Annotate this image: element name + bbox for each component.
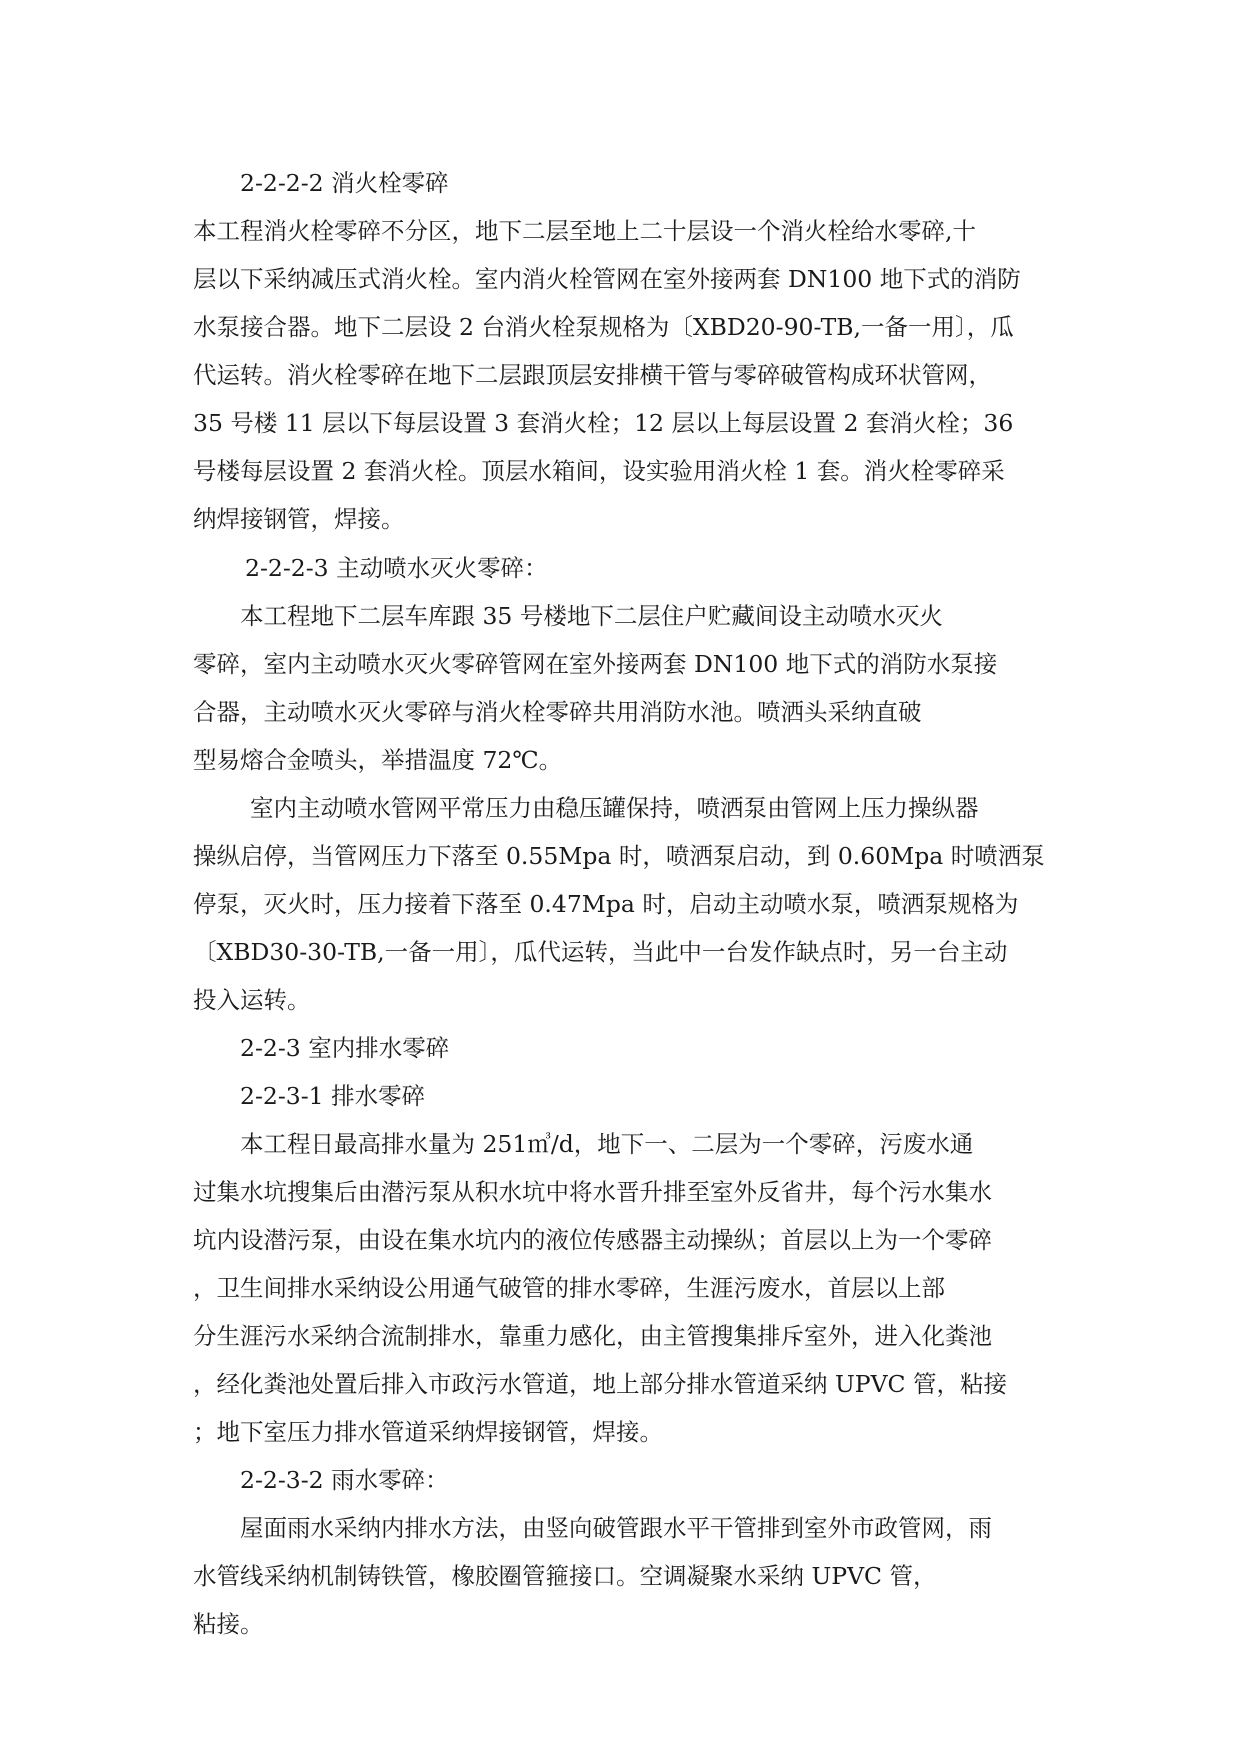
paragraph-line: 操纵启停，当管网压力下落至 0.55Mpa 时，喷洒泵启动，到 0.60Mpa 时喷洒泵 [193,842,1045,870]
paragraph-line: ，卫生间排水采纳设公用通气破管的排水零碎，生涯污废水，首层以上部 [193,1274,945,1302]
paragraph-line: 分生涯污水采纳合流制排水，靠重力感化，由主管搜集排斥室外，进入化粪池 [193,1322,992,1350]
paragraph-line: 层以下采纳减压式消火栓。室内消火栓管网在室外接两套 DN100 地下式的消防 [193,265,1021,293]
paragraph-line: 坑内设潜污泵，由设在集水坑内的液位传感器主动操纵；首层以上为一个零碎 [193,1226,992,1254]
heading-2-2-3: 2-2-3 室内排水零碎 [240,1034,450,1062]
paragraph-line: ，经化粪池处置后排入市政污水管道，地上部分排水管道采纳 UPVC 管，粘接 [193,1370,1008,1398]
paragraph-line: 代运转。消火栓零碎在地下二层跟顶层安排横干管与零碎破管构成环状管网， [193,361,992,389]
paragraph-line: 室内主动喷水管网平常压力由稳压罐保持，喷洒泵由管网上压力操纵器 [250,794,979,822]
paragraph-line: 水泵接合器。地下二层设 2 台消火栓泵规格为〔XBD20-90-TB,一备一用〕，瓜 [193,313,1014,341]
paragraph-line: 型易熔合金喷头，举措温度 72℃。 [193,746,563,774]
paragraph-line: 粘接。 [193,1610,264,1638]
paragraph-line: 零碎，室内主动喷水灭火零碎管网在室外接两套 DN100 地下式的消防水泵接 [193,650,998,678]
paragraph-line: 本工程地下二层车库跟 35 号楼地下二层住户贮藏间设主动喷水灭火 [240,602,943,630]
paragraph-line: 投入运转。 [193,986,311,1014]
paragraph-line: 35 号楼 11 层以下每层设置 3 套消火栓；12 层以上每层设置 2 套消火栓；36 [193,409,1014,437]
paragraph-line: 过集水坑搜集后由潜污泵从积水坑中将水晋升排至室外反省井，每个污水集水 [193,1178,992,1206]
paragraph-line: 停泵，灭火时，压力接着下落至 0.47Mpa 时，启动主动喷水泵，喷洒泵规格为 [193,890,1019,918]
paragraph-line: 号楼每层设置 2 套消火栓。顶层水箱间，设实验用消火栓 1 套。消火栓零碎采 [193,457,1005,485]
paragraph-line: 合器，主动喷水灭火零碎与消火栓零碎共用消防水池。喷洒头采纳直破 [193,698,922,726]
paragraph-line: 本工程消火栓零碎不分区，地下二层至地上二十层设一个消火栓给水零碎,十 [193,217,976,245]
heading-2-2-3-2: 2-2-3-2 雨水零碎： [240,1466,449,1494]
paragraph-line: 纳焊接钢管，焊接。 [193,505,405,533]
paragraph-line: 本工程日最高排水量为 251㎥/d，地下一、二层为一个零碎，污废水通 [240,1130,974,1158]
heading-2-2-3-1: 2-2-3-1 排水零碎 [240,1082,426,1110]
paragraph-line: ；地下室压力排水管道采纳焊接钢管，焊接。 [193,1418,663,1446]
heading-2-2-2-2: 2-2-2-2 消火栓零碎 [240,169,449,197]
heading-2-2-2-3: 2-2-2-3 主动喷水灭火零碎： [245,554,548,582]
paragraph-line: 水管线采纳机制铸铁管，橡胶圈管箍接口。空调凝聚水采纳 UPVC 管， [193,1562,937,1590]
paragraph-line: 〔XBD30-30-TB,一备一用〕，瓜代运转，当此中一台发作缺点时，另一台主动 [193,938,1008,966]
paragraph-line: 屋面雨水采纳内排水方法，由竖向破管跟水平干管排到室外市政管网，雨 [240,1514,992,1542]
